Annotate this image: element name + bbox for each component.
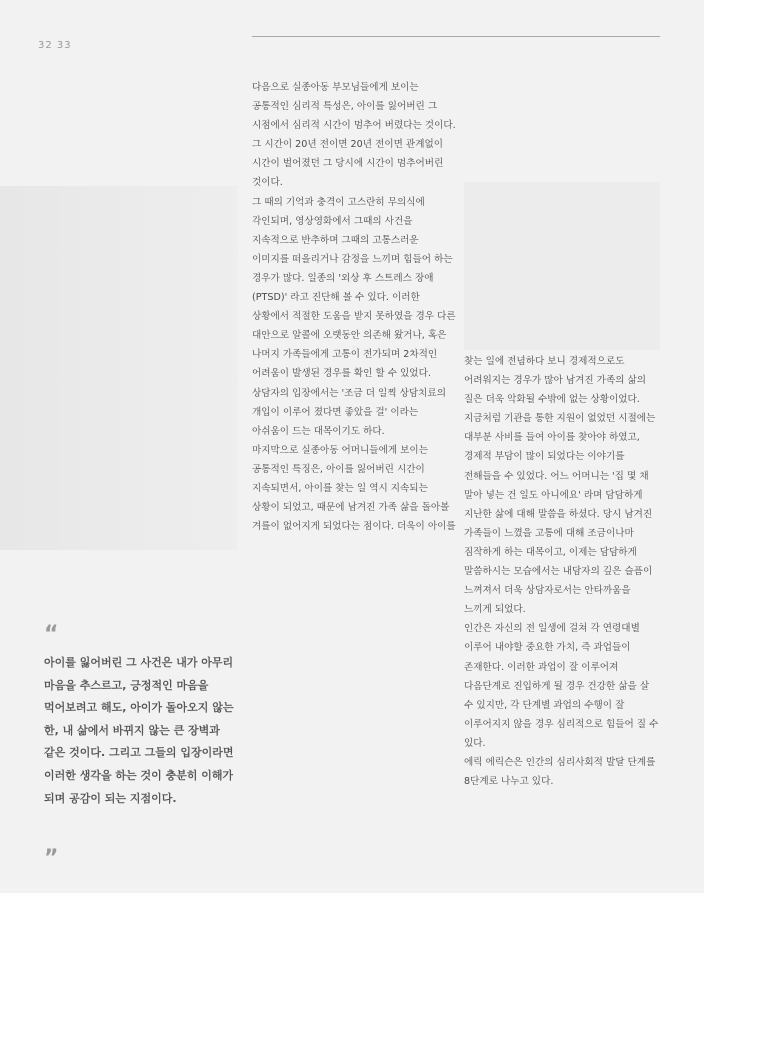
body-column-1 xyxy=(252,78,456,536)
paragraph: 다음으로 실종아동 부모님들에게 보이는 공통적인 심리적 특성은, 아이를 잃어버린 그 시점에서 심리적 시간이 멈추어 버렸다는 것이다. 그 시간이 20년 전이면 20년 전이면 관계없이 시간이 벌어졌던 그 당시에 시간이 멈추어버린 것이다. xyxy=(252,82,456,189)
pull-quote: 아이를 잃어버린 그 사건은 내가 아무리 마음을 추스르고, 긍정적인 마음을 먹어보려고 해도, 아이가 돌아오지 않는 한, 내 삶에서 바뀌지 않는 큰 장벽과 같은 것이다. 그리고 그들의 입장이라면 이러한 생각을 하는 것이 충분히 이해가 되며 공감이 되는 지점이다. xyxy=(44,656,234,805)
paragraph: 찾는 일에 전념하다 보니 경제적으로도 어려워지는 경우가 많아 남겨진 가족의 삶의 질은 더욱 악화될 수밖에 없는 상황이었다. 지금처럼 기관을 통한 지원이 없었던 시절에는 대부분 사비를 들여 아이를 찾아야 하였고, 경제적 부담이 많이 되었다는 이야기를 전해들을 수 있었다. 어느 어머니는 '집 몇 채 말아 넣는 건 일도 아니에요' 라며 담담하게 지난한 삶에 대해 말씀을 하셨다. 당시 남겨진 가족들이 느꼈을 고통에 대해 조금이나마 짐작하게 하는 대목이고, 이제는 담담하게 말씀하시는 모습에서는 내담자의 깊은 슬픔이 느껴져서 더욱 상담자로서는 안타까움을 느끼게 되었다. xyxy=(464,356,656,616)
show-through-photo xyxy=(0,186,238,550)
open-quote-mark-icon: “ xyxy=(44,622,56,647)
paragraph: 인간은 자신의 전 일생에 걸쳐 각 연령대별 이루어 내야할 중요한 가치, 즉 과업들이 존재한다. 이러한 과업이 잘 이루어져 다음단계로 진입하게 될 경우 건강한 삶을 살 수 있지만, 각 단계별 과업의 수행이 잘 이루어지지 않을 경우 심리적으로 힘들어 질 수 있다. xyxy=(464,623,659,749)
paragraph: 그 때의 기억과 충격이 고스란히 무의식에 각인되며, 영상영화에서 그때의 사건을 지속적으로 반추하며 그때의 고통스러운 이미지를 떠올리거나 감정을 느끼며 힘들어 하는 경우가 많다. 일종의 '외상 후 스트레스 장애(PTSD)' 라고 진단해 볼 수 있다. 이러한 상황에서 적절한 도움을 받지 못하였을 경우 다른 대안으로 알콜에 오랫동안 의존해 왔거나, 혹은 나머지 가족들에게 고통이 전가되며 2차적인 어려움이 발생된 경우를 확인 할 수 있었다. 상담자의 입장에서는 '조금 더 일찍 상담치료의 개입이 이루어 졌다면 좋았을 걸' 이라는 아쉬움이 드는 대목이기도 하다. xyxy=(252,196,456,437)
page-numbers: 32 33 xyxy=(38,40,72,51)
paragraph: 에릭 에릭슨은 인간의 심리사회적 발달 단계를 8단계로 나누고 있다. xyxy=(464,756,656,788)
close-quote-mark-icon: ” xyxy=(44,846,56,871)
header-rule xyxy=(252,36,660,37)
show-through-photo-right xyxy=(464,182,660,350)
body-column-2 xyxy=(464,352,660,791)
paragraph: 마지막으로 실종아동 어머니들에게 보이는 공통적인 특징은, 아이를 잃어버린 시간이 지속되면서, 아이를 찾는 일 역시 지속되는 상황이 되었고, 때문에 남겨진 가족 삶을 돌아볼 겨를이 없어지게 되었다는 점이다. 더욱이 아이를 xyxy=(252,444,456,533)
